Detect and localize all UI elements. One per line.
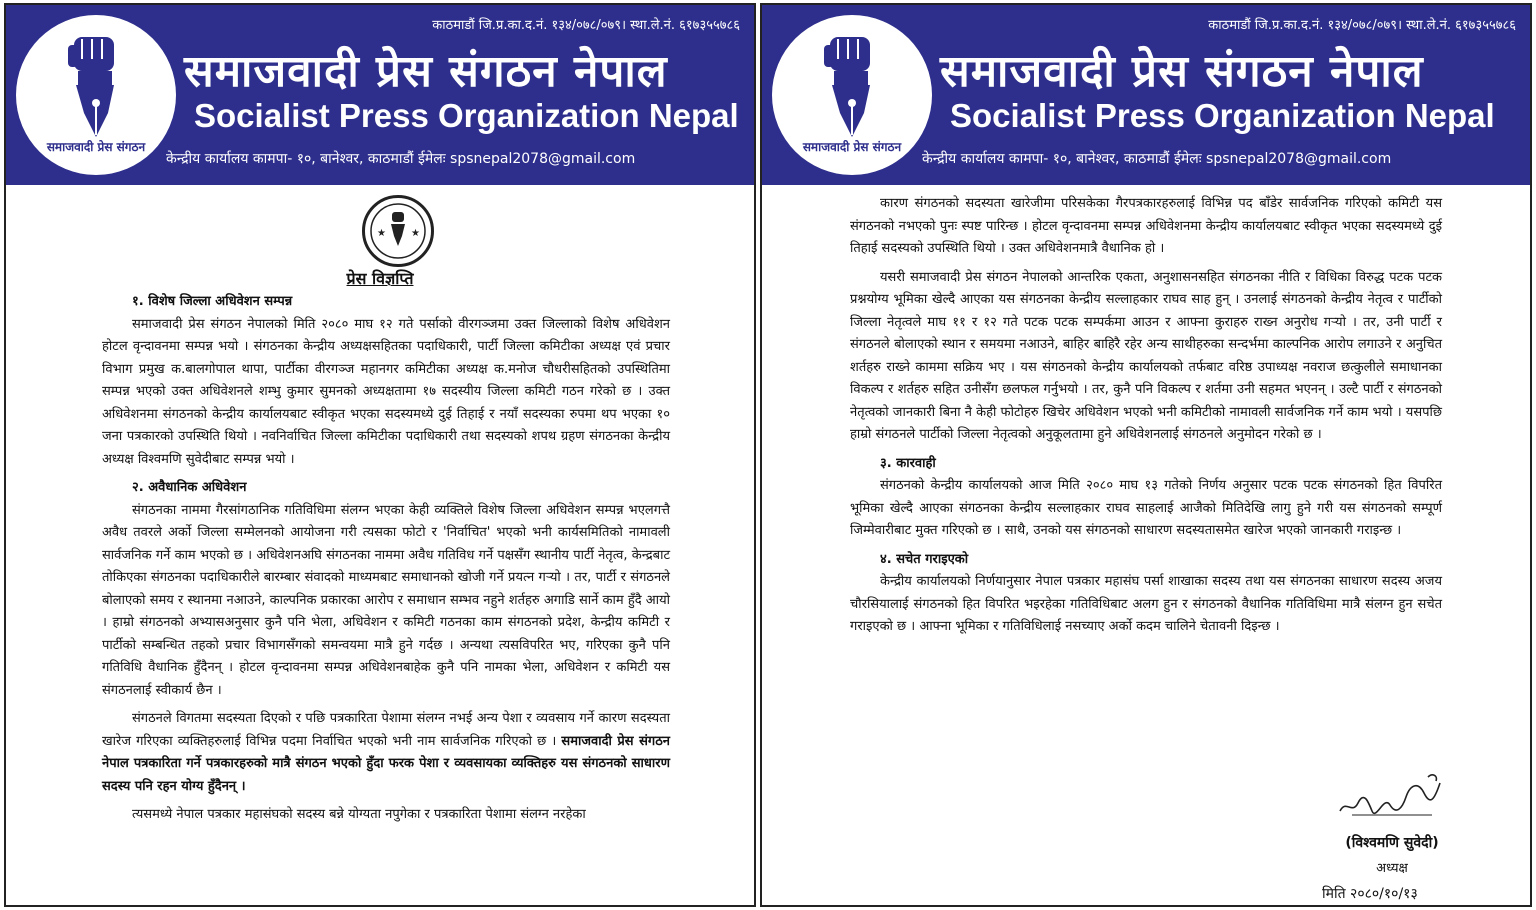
seal-icon [362,195,434,267]
release-body-left [102,291,670,833]
paragraph-action-taken: संगठनको केन्द्रीय कार्यालयको आज मिति २०८० माघ १३ गतेको निर्णय अनुसार पटक पटक संगठनको हित विपरित भूमिका खेल्दै आएका संगठनका केन्द्रीय सल्लाहकार राघव साहलाई आजैको मितिदेखि लागु हुने गरी यस संगठनको सम्पूर्ण जिम्मेवारीबाट मुक्त गरिएको छ । साथै, उनको यस संगठनको साधारण सदस्यतासमेत खारेज भएको जानकारी गराइन्छ । [850,478,1442,538]
org-title-nepali: समाजवादी प्रेस संगठन नेपाल [940,46,1424,97]
org-title-english: Socialist Press Organization Nepal [194,97,739,134]
logo-caption: समाजवादी प्रेस संगठन [802,140,902,154]
press-release-title: प्रेस विज्ञप्ति [346,269,414,288]
release-content [6,191,754,905]
letterhead-banner [762,5,1530,185]
press-release-page-2 [760,3,1532,907]
svg-text:★: ★ [411,228,420,239]
section-heading-2: २. अवैधानिक अधिवेशन [132,480,247,495]
signer-name: (विश्वमणि सुवेदी) [1345,835,1439,851]
paragraph-warning: केन्द्रीय कार्यालयको निर्णयानुसार नेपाल पत्रकार महासंघ पर्सा शाखाका सदस्य तथा यस संगठनका साधारण सदस्य अजय चौरसियालाई संगठनको हित विपरित भइरहेका गतिविधिबाट अलग हुन र संगठनको वैधानिक गतिविधिमा मात्रै संलग्न हुन सचेत गराइएको छ । आफ्ना भूमिका र गतिविधिलाई नसच्याए अर्को कदम चालिने चेतावनी दिइन्छ । [850,574,1442,634]
release-content [762,191,1530,905]
organization-logo [772,15,932,175]
registration-number: काठमाडौं जि.प्र.का.द.नं. १३४/०७८/०७९। स्था.ले.नं. ६१७३५५७८६ [432,18,740,33]
svg-text:★: ★ [377,228,386,239]
paragraph-illegal-convention: संगठनका नाममा गैरसांगठानिक गतिविधिमा संलग्न भएका केही व्यक्तिले विशेष जिल्ला अधिवेशन सम्पन्न भएलगत्तै अवैध तवरले अर्को जिल्ला सम्मेलनको आयोजना गरी त्यसका फोटो र 'निर्वाचित' भएको भनी कार्यसमितिको नामावली सार्वजनिक गर्ने काम भएको छ । अधिवेशनअघि संगठनका नाममा अवैध गतिविध गर्ने पक्षसँग स्थानीय पार्टी नेतृत्व, केन्द्रबाट तोकिएका संगठनका पदाधिकारीले बारम्बार संवादको माध्यमबाट समाधानको खोजी गर्ने प्रयत्न गऱ्यो । तर, पार्टी र संगठनले बोलाएको समय र स्थानमा नआउने, काल्पनिक प्रकारका आरोप र समाधान सम्भव नहुने शर्तहरु अगाडि सार्ने काम हुँदै आयो । हाम्रो संगठनको अभ्यासअनुसार कुनै पनि भेला, अधिवेशन र कमिटी गठनका काम संगठनको प्रदेश, केन्द्रीय कमिटी र पार्टीको सम्बन्धित तहको प्रचार विभागसँगको समन्वयमा मात्रै हुने गर्दछ । अन्यथा त्यसविपरित भए, गरिएका कुनै पनि गतिविधि वैधानिक हुँदैनन् । होटल वृन्दावनमा सम्पन्न अधिवेशनबाहेक कुनै पनि नामका भेला, अधिवेशन र कमिटी यस संगठनलाई स्वीकार्य छैन । [102,502,670,698]
registration-number: काठमाडौं जि.प्र.का.द.नं. १३४/०७८/०७९। स्था.ले.नं. ६१७३५५७८६ [1208,18,1516,33]
office-address-email: केन्द्रीय कार्यालय कामपा- १०, बानेश्वर, काठमाडौं ईमेलः spsnepal2078@gmail.com [166,151,636,167]
paragraph-advisor-role: यसरी समाजवादी प्रेस संगठन नेपालको आन्तरिक एकता, अनुशासनसहित संगठनका नीति र विधिका विरुद्ध पटक पटक प्रश्नयोग्य भूमिका खेल्दै आएका यस संगठनका केन्द्रीय सल्लाहकार राघव साह हुन् । उनलाई संगठनको केन्द्रीय नेतृत्व र पार्टीको जिल्ला नेतृत्वले माघ ११ र १२ गते पटक पटक सम्पर्कमा आउन र आफ्ना कुराहरु राख्न अनुरोध गऱ्यो । तर, उनी पार्टी र संगठनले बोलाएको स्थान र समयमा नआउने, बाहिर बाहिरै रहेर अन्य साथीहरुका सन्दर्भमा काल्पनिक आरोप लगाउने र अनुचित शर्तहरु राख्ने काममा सक्रिय भए । यस संगठनको केन्द्रीय कार्यालयको तर्फबाट वरिष्ठ उपाध्यक्ष नवराज छत्कुलीले समाधानका विकल्प र शर्तहरु सहित उनीसँग छलफल गर्नुभयो । तर, कुनै पनि विकल्प र शर्तमा उनी सहमत भएनन् । उल्टै पार्टी र संगठनको नेतृत्वको जानकारी बिना नै केही फोटोहरु खिचेर अधिवेशन भएको भनी कमिटीको नामावली सार्वजनिक गर्ने काम भयो । यसपछि हाम्रो संगठनले पार्टीको जिल्ला नेतृत्वको अनुकूलतामा हुने अधिवेशनलाई संगठनले अनुमोदन गरेको छ । [850,269,1442,442]
paragraph-continued: त्यसमध्ये नेपाल पत्रकार महासंघको सदस्य बन्ने योग्यता नपुगेका र पत्रकारिता पेशामा संलग्न नरहेका [132,807,586,822]
office-address-email: केन्द्रीय कार्यालय कामपा- १०, बानेश्वर, काठमाडौं ईमेलः spsnepal2078@gmail.com [922,151,1392,167]
paragraph-special-convention: समाजवादी प्रेस संगठन नेपालको मिति २०८० माघ १२ गते पर्साको वीरगञ्जमा उक्त जिल्लाको विशेष अधिवेशन होटल वृन्दावनमा सम्पन्न भयो । संगठनका केन्द्रीय अध्यक्षसहितका पदाधिकारी, पार्टी जिल्ला कमिटीका अध्यक्ष एवं प्रचार विभाग प्रमुख क.बालगोपाल थापा, पार्टीका वीरगञ्ज महानगर कमिटीका अध्यक्ष क.मनोज चौधरीसहितको उपस्थितिमा सम्पन्न भएको उक्त अधिवेशनले शम्भु कुमार सुमनको अध्यक्षतामा १७ सदस्यीय जिल्ला कमिटी गठन गरेको छ । उक्त अधिवेशनमा संगठनको केन्द्रीय कार्यालयबाट स्वीकृत भएका सदस्यमध्ये दुई तिहाई र नयाँ सदस्यका रुपमा थप भएका १० जना पत्रकारको उपस्थिति थियो । नवनिर्वाचित जिल्ला कमिटीका पदाधिकारी तथा सदस्यको शपथ ग्रहण संगठनका केन्द्रीय अध्यक्ष विश्वमणि सुवेदीबाट सम्पन्न भयो । [102,316,670,467]
organization-logo [16,15,176,175]
paragraph-committee-invalid: कारण संगठनको सदस्यता खारेजीमा परिसकेका गैरपत्रकारहरुलाई विभिन्न पद बाँडेर सार्वजनिक गरिएको कमिटी यस संगठनको नभएको पुनः स्पष्ट पारिन्छ । होटल वृन्दावनमा सम्पन्न अधिवेशनमा केन्द्रीय कार्यालयबाट स्वीकृत भएका सदस्यमध्ये दुई तिहाई सदस्यको उपस्थिति थियो । उक्त अधिवेशनमात्रै वैधानिक हो । [850,196,1442,256]
org-title-nepali: समाजवादी प्रेस संगठन नेपाल [184,46,668,97]
signature-icon [1332,771,1452,827]
letterhead-banner [6,5,754,185]
section-heading-1: १. विशेष जिल्ला अधिवेशन सम्पन्न [132,294,293,309]
paragraph-membership-text: संगठनले विगतमा सदस्यता दिएको र पछि पत्रकारिता पेशामा संलग्न नभई अन्य पेशा र व्यवसाय गर्ने कारण सदस्यता खारेज गरिएका व्यक्तिहरुलाई विभिन्न पदमा निर्वाचित भएको भनी नाम सार्वजनिक गरिएको छ । [102,711,670,749]
org-title-english: Socialist Press Organization Nepal [950,97,1495,134]
signer-title: अध्यक्ष [1376,861,1408,876]
section-heading-3: ३. कारवाही [880,455,936,471]
logo-caption: समाजवादी प्रेस संगठन [46,140,146,154]
paragraph-membership-revoked [102,708,670,798]
paragraph-membership-bold: समाजवादी प्रेस संगठन नेपाल पत्रकारिता गर्ने पत्रकारहरुको मात्रै संगठन भएको हुँदा फरक पेशा र व्यवसायका व्यक्तिहरु यस संगठनको साधारण सदस्य पनि रहन योग्य हुँदैनन् । [102,733,670,794]
section-heading-4: ४. सचेत गराइएको [880,551,969,567]
signature-block [1322,771,1462,903]
press-release-page-1 [4,3,756,907]
release-date: मिति २०८०/१०/१३ [1322,886,1418,902]
release-body-right [850,193,1442,645]
